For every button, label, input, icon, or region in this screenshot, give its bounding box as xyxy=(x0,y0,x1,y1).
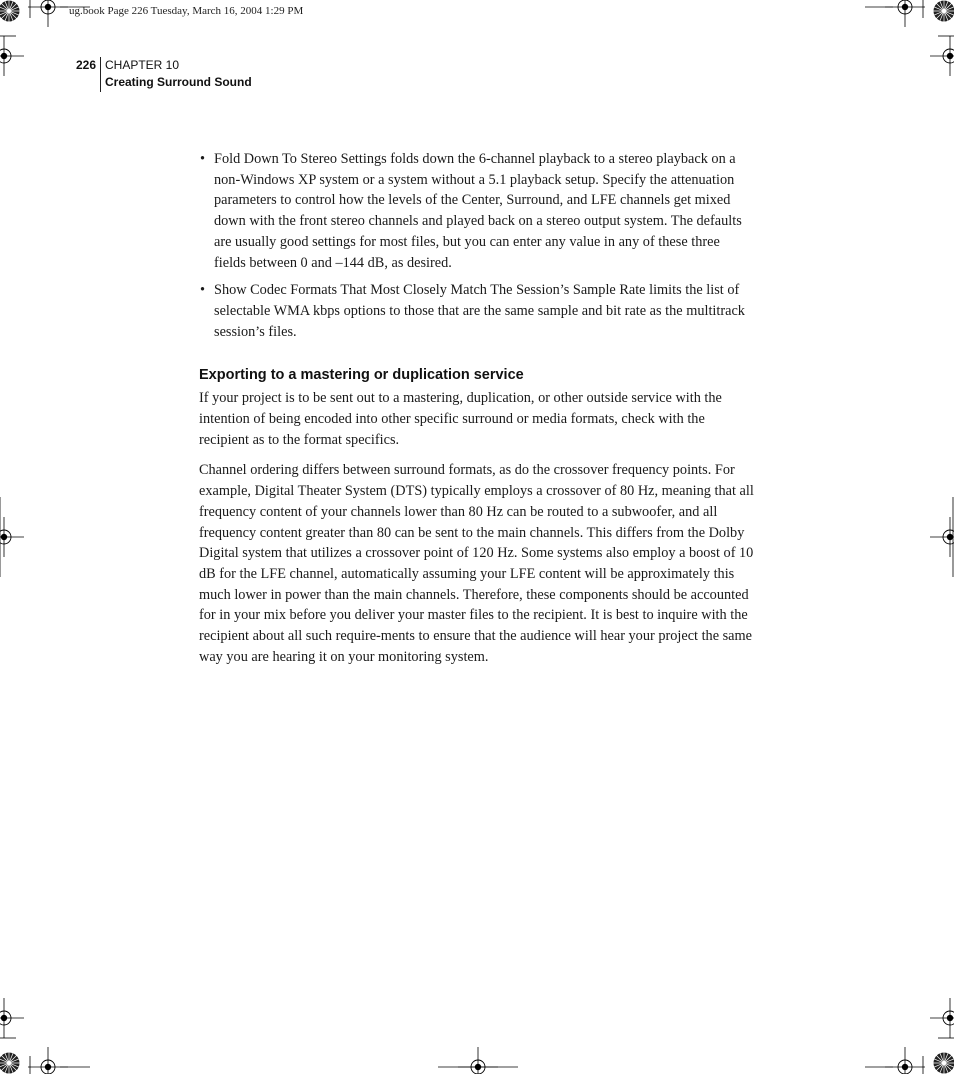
body-paragraph-1: If your project is to be sent out to a mastering, duplication, or other outside service with the intention of being encoded into other specific surround or media formats, check with the recipient as to the format specifics. xyxy=(199,390,722,448)
page-number: 226 xyxy=(75,58,96,72)
printer-slug: ug.book Page 226 Tuesday, March 16, 2004 1:29 PM xyxy=(69,5,304,17)
bullet-item-codec-formats: • Show Codec Formats That Most Closely Match The Session’s Sample Rate limits the list of selectable WMA kbps options to those that are the same sample and bit rate as the multitrack session’s files. xyxy=(199,280,755,342)
chapter-label: CHAPTER 10 xyxy=(105,58,180,72)
bullet-item-fold-down: • Fold Down To Stereo Settings folds down the 6-channel playback to a stereo playback on a non-Windows XP system or a system without a 5.1 playback setup. Specify the attenuation parameters to control how the levels of the Center, Surround, and LFE channels get mixed down with the front stereo channels and played back on a stereo output system. The defaults are usually good settings for most files, but you can enter any value in any of these three fields between 0 and –144 dB, as desired. xyxy=(199,149,755,273)
body-paragraph-2: Channel ordering differs between surround formats, as do the crossover frequency points. For example, Digital Theater System (DTS) typically employs a crossover of 80 Hz, meaning that all frequency content of your channels lower than 80 Hz can be routed to a subwoofer, and all frequency content greater than 80 can be sent to the main channels. This differs from the Dolby Digital system that utilizes a crossover point of 120 Hz. Some systems also employ a boost of 10 dB for the LFE channel, automatically assuming your LFE content will be approximately this much lower in power than the main channels. Therefore, these components should be accounted for in your mix before you deliver your master files to the recipient. It is best to inquire with the recipient about all such require-ments to ensure that the audience will hear your project the same way you are hearing it on your monitoring system. xyxy=(199,462,754,665)
chapter-title: Creating Surround Sound xyxy=(105,75,252,89)
section-heading: Exporting to a mastering or duplication service xyxy=(199,367,524,384)
